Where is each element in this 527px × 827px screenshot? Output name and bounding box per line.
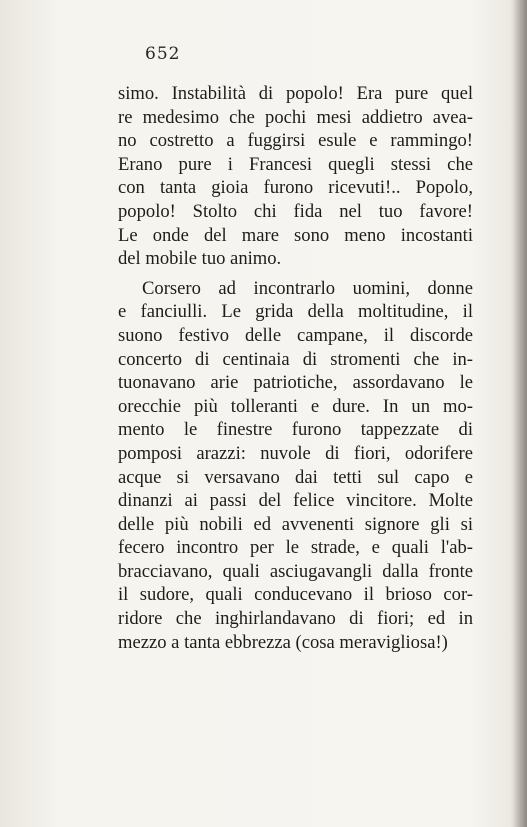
text-line: re medesimo che pochi mesi addietro avea- — [118, 106, 473, 128]
body-text — [118, 82, 473, 654]
text-line: suono festivo delle campane, il discorde — [118, 324, 473, 346]
text-line: no costretto a fuggirsi esule e rammingo! — [118, 130, 473, 152]
text-line: acque si versavano dai tetti sul capo e — [118, 466, 473, 488]
page-edge-shadow — [513, 0, 527, 827]
text-line: ridore che inghirlandavano di fiori; ed in — [118, 608, 473, 630]
text-line: con tanta gioia furono ricevuti!.. Popolo, — [118, 177, 473, 199]
text-line: dinanzi ai passi del felice vincitore. Molte — [118, 490, 473, 512]
paragraph-1 — [118, 82, 473, 271]
text-line: Le onde del mare sono meno incostanti — [118, 224, 473, 246]
text-line: tuonavano arie patriotiche, assordavano le — [118, 372, 473, 394]
text-line: simo. Instabilità di popolo! Era pure quel — [118, 83, 473, 104]
text-line: pomposi arazzi: nuvole di fiori, odorifere — [118, 442, 473, 464]
paragraph-2 — [118, 277, 473, 655]
text-line: il sudore, quali conducevano il brioso cor- — [118, 584, 473, 606]
text-line: concerto di centinaia di stromenti che in- — [118, 348, 473, 370]
text-line: e fanciulli. Le grida della moltitudine, il — [118, 301, 473, 323]
text-line: mezzo a tanta ebbrezza (cosa meravigliosa!) — [118, 631, 448, 653]
text-line: bracciavano, quali asciugavangli dalla fronte — [118, 560, 473, 582]
text-line: popolo! Stolto chi fida nel tuo favore! — [118, 200, 473, 222]
text-line: mento le finestre furono tappezzate di — [118, 419, 473, 441]
text-line: Erano pure i Francesi quegli stessi che — [118, 153, 473, 175]
page-number: 652 — [145, 44, 181, 64]
text-line: Corsero ad incontrarlo uomini, donne — [142, 277, 473, 299]
text-line: delle più nobili ed avvenenti signore gli si — [118, 513, 473, 535]
text-line: del mobile tuo animo. — [118, 248, 282, 270]
text-line: fecero incontro per le strade, e quali l'ab- — [118, 537, 473, 559]
text-line: orecchie più tolleranti e dure. In un mo- — [118, 395, 473, 417]
